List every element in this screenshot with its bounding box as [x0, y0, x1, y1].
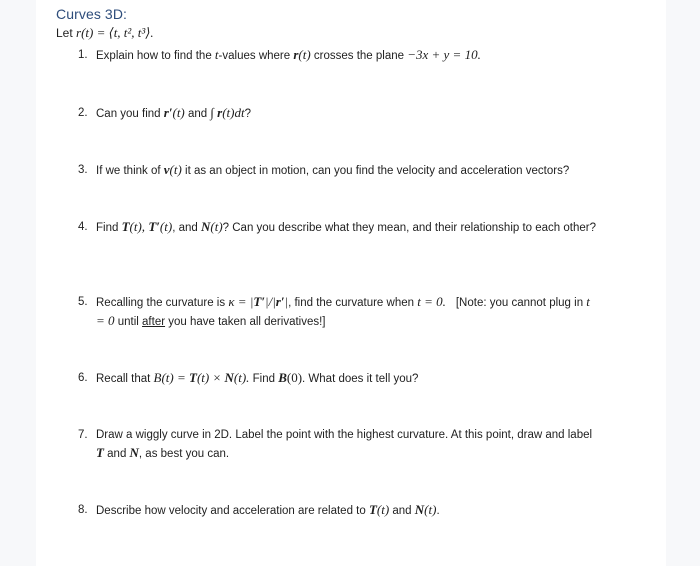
curve-definition-prefix: Let	[56, 26, 77, 40]
question-number: 5.	[78, 296, 88, 308]
math-segment: v	[163, 162, 170, 177]
math-segment: T	[121, 219, 130, 234]
math-segment: |/|	[265, 294, 276, 309]
text-segment: . What does it tell you?	[302, 373, 419, 385]
text-segment: it as an object in motion, can you find the velocity and acceleration vectors?	[181, 165, 570, 177]
text-segment: and	[184, 108, 211, 120]
math-segment: (t)	[169, 162, 182, 177]
question-text	[96, 293, 598, 331]
math-segment: N	[129, 445, 139, 460]
text-segment: -values where	[218, 50, 294, 62]
question-text	[96, 426, 598, 463]
question-text	[96, 218, 598, 237]
text-segment: Recall that	[96, 373, 154, 385]
math-segment: t = 0.	[417, 294, 446, 309]
math-segment: ∫	[210, 105, 218, 120]
math-segment: (t)dt	[222, 105, 245, 120]
text-segment: crosses the plane	[310, 50, 408, 62]
math-segment: (t)	[210, 219, 223, 234]
math-segment: r′	[163, 105, 173, 120]
math-segment: r	[217, 105, 223, 120]
math-segment: −3x + y = 10.	[407, 47, 481, 62]
math-segment: |	[284, 294, 289, 309]
math-segment: r	[293, 47, 299, 62]
math-segment: B(t) =	[153, 370, 190, 385]
question-number: 7.	[78, 429, 88, 441]
math-segment: (t) ×	[196, 370, 225, 385]
text-segment: .	[436, 505, 440, 517]
question-number: 2.	[78, 107, 88, 119]
question-text	[96, 369, 598, 388]
text-segment: and	[389, 505, 415, 517]
math-segment: T	[368, 502, 377, 517]
curve-definition-math: r(t) = ⟨t, t², t³⟩.	[76, 25, 154, 40]
math-segment: (t),	[129, 219, 149, 234]
question-number: 1.	[78, 49, 88, 61]
curve-definition	[56, 25, 154, 41]
question-number: 6.	[78, 372, 88, 384]
math-segment: T	[189, 370, 197, 385]
text-segment: If we think of	[96, 165, 164, 177]
math-segment: T′	[148, 219, 160, 234]
text-segment: Draw a wiggly curve in 2D. Label the point with the highest curvature. At this point, draw and label	[96, 429, 593, 441]
math-segment: r′	[275, 294, 285, 309]
text-segment: Recalling the curvature is	[96, 297, 229, 309]
question-text	[96, 104, 598, 123]
question-number: 3.	[78, 164, 88, 176]
text-segment: you have taken all derivatives!]	[165, 316, 326, 328]
question-number: 4.	[78, 221, 88, 233]
text-segment: , as best you can.	[138, 448, 230, 460]
question-text	[96, 501, 598, 520]
math-segment: N	[224, 370, 234, 385]
math-segment: N	[200, 219, 211, 234]
text-segment: Can you find	[96, 108, 164, 120]
text-segment: Explain how to find the	[96, 50, 215, 62]
math-segment: (t)	[424, 502, 437, 517]
text-segment: ?	[244, 108, 252, 120]
math-segment: t	[214, 47, 219, 62]
text-segment: , and	[172, 222, 201, 234]
text-segment: Find	[249, 373, 279, 385]
text-segment: Describe how velocity and acceleration are related to	[96, 505, 369, 517]
text-segment: [Note: you cannot plug in	[455, 297, 587, 309]
underlined-text: after	[142, 316, 166, 328]
math-segment: T	[96, 445, 104, 460]
math-segment: (t)	[172, 105, 185, 120]
text-segment: , find the curvature when	[288, 297, 418, 309]
math-segment: N	[414, 502, 425, 517]
question-text	[96, 46, 598, 65]
page-title: Curves 3D:	[56, 6, 128, 22]
document-page	[36, 0, 666, 566]
math-segment: (t)	[376, 502, 390, 517]
question-number: 8.	[78, 504, 88, 516]
math-segment: t = 0	[96, 294, 590, 328]
math-segment: (0)	[286, 370, 303, 385]
math-segment: (t).	[233, 370, 250, 385]
text-segment: until	[114, 316, 143, 328]
math-segment: (t)	[159, 219, 173, 234]
text-segment: Find	[96, 222, 122, 234]
text-segment: ? Can you describe what they mean, and their relationship to each other?	[222, 222, 596, 234]
math-segment: κ = |	[228, 294, 254, 309]
math-segment: B	[278, 370, 287, 385]
math-segment: (t)	[298, 47, 311, 62]
math-segment: T′	[253, 294, 266, 309]
text-segment: and	[103, 448, 130, 460]
question-text	[96, 161, 598, 180]
